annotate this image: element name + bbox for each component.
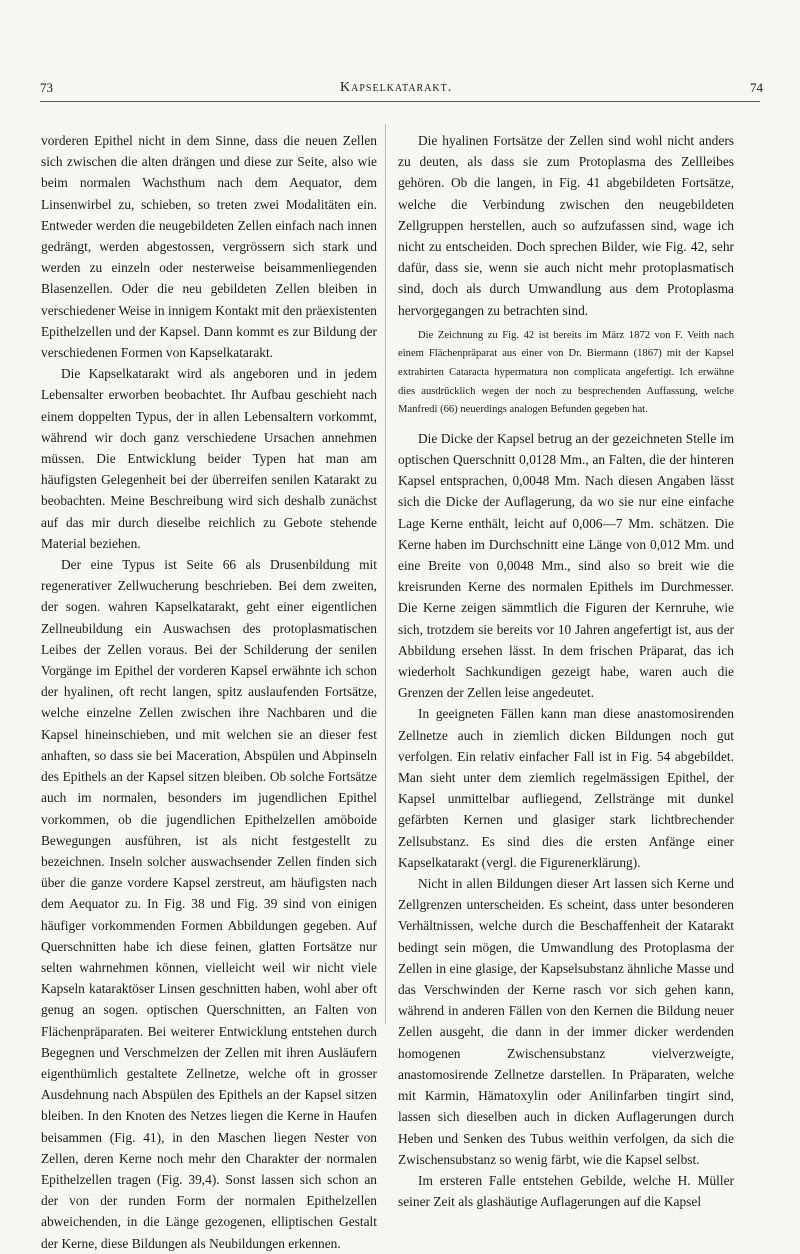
header-rule bbox=[40, 101, 760, 102]
left-paragraph-1: vorderen Epithel nicht in dem Sinne, dass die neuen Zellen sich zwischen die alten drängen und diese zur Seite, also wie beim normalen Wachsthum nach dem Aequator, dem Linsenwirbel zu, schieben, so treten zwei Modalitäten ein. Entweder werden die neugebildeten Zellen einfach nach innen gedrängt, werden abgestossen, vergrössern sich stark und werden zu einzeln oder nesterweise beisammenliegenden Blasenzellen. Oder die neu gebildeten Zellen bleiben in verschiedener Weise in innigem Kontakt mit den präexistenten Epithelzellen und der Kapsel. Dann kommt es zur Bildung der verschiedenen Formen von Kapselkatarakt. bbox=[41, 133, 377, 361]
column-divider bbox=[385, 124, 386, 1024]
left-paragraph-2: Die Kapselkatarakt wird als angeboren und in jedem Lebensalter erworben beobachtet. Ihr Aufbau geschieht nach einem doppelten Typus, der in allen Lebensaltern vorkommt, während wir doch ganz verschiedene Ursachen annehmen müssen. Die Entwicklung beider Typen hat man am häufigsten Gelegenheit bei der überreifen senilen Katarakt zu beobachten. Meine Beschreibung wird sich deshalb zunächst auf das mir durch dieselbe reichlich zu Gebote stehende Material beziehen. bbox=[41, 366, 377, 551]
running-title: Kapselkatarakt. bbox=[340, 80, 453, 95]
right-paragraph-1: Die hyalinen Fortsätze der Zellen sind wohl nicht anders zu deuten, als dass sie zum Protoplasma des Zellleibes gehören. Ob die langen, in Fig. 41 abgebildeten Fortsätze, welche die Verbindung zwischen den neugebildeten Zellgruppen herstellen, auch so aufzufassen sind, wage ich nicht zu entscheiden. Doch sprechen Bilder, wie Fig. 42, sehr dafür, dass sie, wenn sie auch nicht mehr protoplasmatisch sind, doch als durch Umwandlung aus dem Protoplasma hervorgegangen zu betrachten sind. bbox=[398, 133, 734, 318]
left-paragraph-3: Der eine Typus ist Seite 66 als Drusenbildung mit regenerativer Zellwucherung beschrieben. Bei dem zweiten, der sogen. wahren Kapselkatarakt, geht einer eigentlichen Zellneubildung ein Auswachsen des protoplasmatischen Leibes der Zellen voraus. Bei der Schilderung der senilen Vorgänge im Epithel der vorderen Kapsel erwähnte ich schon der hyalinen, oft recht langen, spitz auslaufenden Fortsätze, welche einzelne Zellen zwischen ihre Nachbaren und die Kapsel hineinschieben, und mit welchen sie an dieser fest anhaften, so dass sie bei Maceration, Abspülen und Abpinseln des Epithels an der Kapsel sitzen bleiben. Ob solche Fortsätze auch im normalen, besonders im jugendlichen Epithel vorkommen, ob die jugendlichen Epithelzellen amöboide Bewegungen ausführen, ist als nicht festgestellt zu bezeichnen. Inseln solcher auswachsender Zellen finden sich über die ganze vordere Kapsel zerstreut, am häufigsten nach dem Aequator zu. In Fig. 38 und Fig. 39 sind von einigen häufiger vorkommenden Formen Abbildungen gegeben. Auf Querschnitten habe ich diese feinen, glatten Fortsätze nur selten wahrnehmen können, vielleicht weil wir nicht viele Kapseln kataraktöser Linsen geschnitten haben, wohl aber oft genug an sogen. optischen Querschnitten, an Falten von Flächenpräparaten. Bei weiterer Entwicklung entstehen durch Begegnen und Verschmelzen der Zellen mit ihren Ausläufern eigenthümlich gestaltete Zellnetze, welche oft in grosser Ausdehnung nach Abspülen des Epithels an der Kapsel sitzen bleiben. In den Knoten des Netzes liegen die Kerne in Haufen beisammen (Fig. 41), in den Maschen liegen Nester von Zellen, deren Kerne noch mehr den Charakter der normalen Epithelzellen tragen (Fig. 39,4). Sonst lassen sich schon an der von der runden Form der normalen Epithelzellen abweichenden, in die Länge gezogenen, elliptischen Gestalt der Kerne, diese Bildungen als Neubildungen erkennen. bbox=[41, 557, 377, 1251]
right-paragraph-2: Die Dicke der Kapsel betrug an der gezeichneten Stelle im optischen Querschnitt 0,0128 Mm., an Falten, die der hinteren Kapsel entsprachen, 0,0048 Mm. Nach diesen Angaben lässt sich die Dicke der Auflagerung, da wo sie nur eine einfache Lage Kerne enthält, leicht auf 0,006—7 Mm. schätzen. Die Kerne haben im Durchschnitt eine Länge von 0,012 Mm. und eine Breite von 0,0048 Mm., sind also so breit wie die kreisrunden Kerne des normalen Epithels im Durchmesser. Die Kerne zeigen sämmtlich die Figuren der Kernruhe, wie sich, trotzdem sie bereits vor 10 Jahren angefertigt ist, aus der Abbildung ersehen lässt. In dem frischen Präparat, das ich wiederholt Sachkundigen gezeigt habe, waren auch die Grenzen der Zellen leise angedeutet. bbox=[398, 430, 734, 701]
left-column bbox=[41, 130, 377, 1254]
page-header bbox=[40, 80, 800, 110]
footnote-paragraph: Die Zeichnung zu Fig. 42 ist bereits im März 1872 von F. Veith nach einem Flächenpräparat aus einer von Dr. Biermann (1867) mit der Kapsel extrahirten Cataracta hypermatura non complicata angefertigt. Ich erwähne dies ausdrücklich wegen der noch zu besprechenden Auffassung, welche Manfredi (66) neuerdings analogen Befunden gegeben hat. bbox=[398, 329, 734, 416]
right-paragraph-5: Im ersteren Falle entstehen Gebilde, welche H. Müller seiner Zeit als glashäutige Auflagerungen auf die Kapsel bbox=[398, 1172, 734, 1210]
right-column bbox=[398, 130, 734, 1212]
page-number-right: 74 bbox=[750, 80, 763, 95]
right-paragraph-3: In geeigneten Fällen kann man diese anastomosirenden Zellnetze auch in ziemlich dicken Bildungen noch gut verfolgen. Ein relativ einfacher Fall ist in Fig. 54 abgebildet. Man sieht unter dem ziemlich regelmässigen Epithel, der Kapsel unmittelbar aufliegend, Zellstränge mit dunkel gefärbten Kernen und glasiger stark lichtbrechender Zellsubstanz. Es sind dies die ersten Anfänge einer Kapselkatarakt (vergl. die Figurenerklärung). bbox=[398, 706, 734, 870]
page-number-left: 73 bbox=[40, 80, 53, 95]
right-paragraph-4: Nicht in allen Bildungen dieser Art lassen sich Kerne und Zellgrenzen unterscheiden. Es scheint, dass unter besonderen Verhältnissen, welche durch die Beschaffenheit der Katarakt bedingt sein mögen, die Umwandlung des Protoplasma der Zellen in eine glasige, der Kapselsubstanz ähnliche Masse und das Verschwinden der Kerne rasch vor sich gehen kann, während in anderen Fällen von den Kernen die Bildung neuer Zellen ausgeht, die dann in der immer dicker werdenden homogenen Zwischensubstanz vielverzweigte, anastomosirende Zellnetze darstellen. In Präparaten, welche mit Karmin, Hämatoxylin oder Anilinfarben tingirt sind, lassen sich dieselben auch in dicken Auflagerungen durch Heben und Senken des Tubus weithin verfolgen, da sich die Zwischensubstanz so wenig färbt, wie die Kapsel selbst. bbox=[398, 876, 734, 1167]
